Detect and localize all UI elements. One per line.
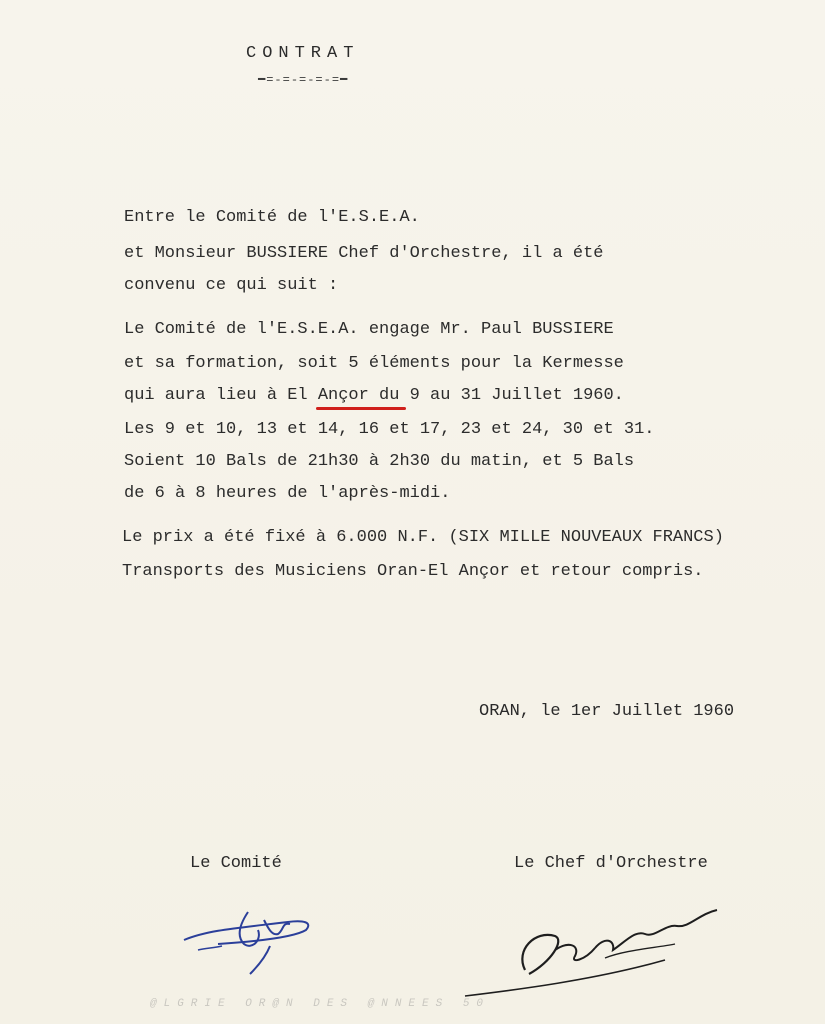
watermark-text: @LGRIE OR@N DES @NNEES 50 bbox=[150, 998, 491, 1010]
paragraph-1-line-3: convenu ce qui suit : bbox=[124, 276, 339, 295]
paragraph-2-line-2: et sa formation, soit 5 éléments pour la Kermesse bbox=[124, 354, 624, 373]
paragraph-2-line-6: de 6 à 8 heures de l'après-midi. bbox=[124, 484, 451, 503]
right-signatory-label: Le Chef d'Orchestre bbox=[514, 854, 708, 873]
paragraph-3-line-2: Transports des Musiciens Oran-El Ançor et retour compris. bbox=[122, 562, 704, 581]
place-and-date: ORAN, le 1er Juillet 1960 bbox=[479, 702, 735, 721]
paragraph-2-line-4: Les 9 et 10, 13 et 14, 16 et 17, 23 et 24, 30 et 31. bbox=[124, 420, 655, 439]
red-underline-highlight bbox=[316, 407, 406, 410]
paragraph-1-line-1: Entre le Comité de l'E.S.E.A. bbox=[124, 208, 420, 227]
paragraph-1-line-2: et Monsieur BUSSIERE Chef d'Orchestre, il a été bbox=[124, 244, 604, 263]
left-signatory-label: Le Comité bbox=[190, 854, 282, 873]
title-underline-rule: ━=-=-=-=-=━ bbox=[258, 73, 349, 87]
committee-signature bbox=[178, 900, 328, 980]
paragraph-3-line-1: Le prix a été fixé à 6.000 N.F. (SIX MILLE NOUVEAUX FRANCS) bbox=[122, 528, 724, 547]
paragraph-2-line-5: Soient 10 Bals de 21h30 à 2h30 du matin, et 5 Bals bbox=[124, 452, 635, 471]
paragraph-2-line-3: qui aura lieu à El Ançor du 9 au 31 Juillet 1960. bbox=[124, 386, 624, 405]
conductor-signature bbox=[455, 900, 740, 1000]
document-title: CONTRAT bbox=[246, 44, 360, 63]
paragraph-2-line-1: Le Comité de l'E.S.E.A. engage Mr. Paul BUSSIERE bbox=[124, 320, 614, 339]
